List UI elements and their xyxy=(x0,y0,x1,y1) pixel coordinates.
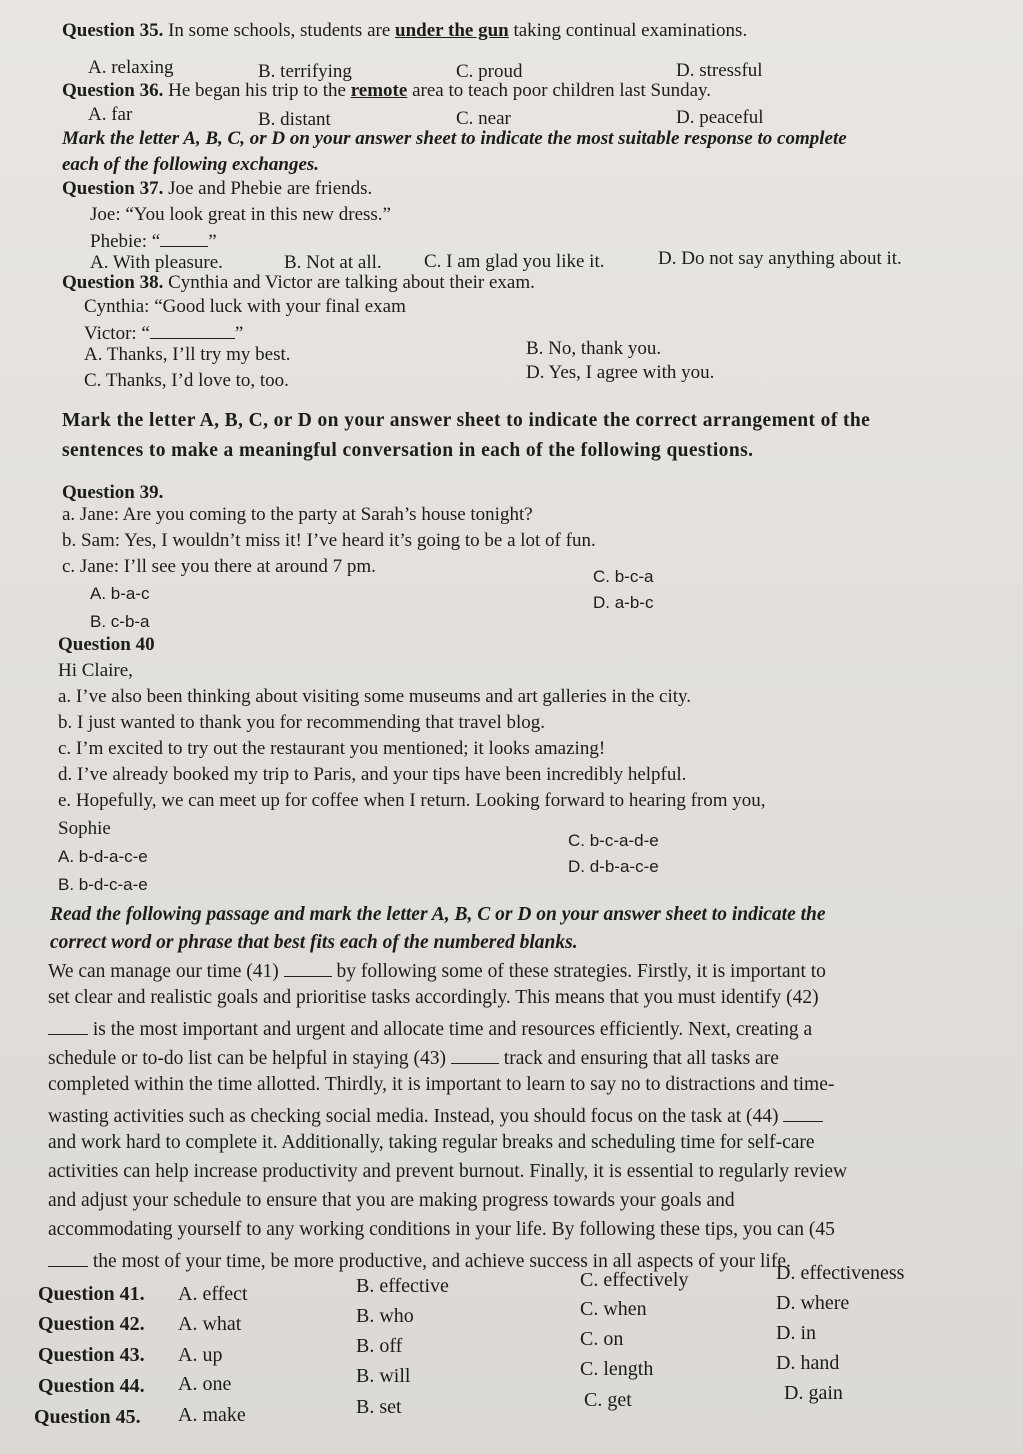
passage-line-10: accommodating yourself to any working conditions in your life. By following these tips, you can (45 xyxy=(48,1219,835,1240)
passage-line-4: schedule or to-do list can be helpful in staying (43) track and ensuring that all tasks are xyxy=(48,1045,779,1070)
question-39-line-c: c. Jane: I’ll see you there at around 7 pm. xyxy=(62,556,376,577)
question-44-option-c[interactable]: C. length xyxy=(580,1358,654,1380)
question-35-option-b[interactable]: B. terrifying xyxy=(258,61,352,82)
question-41-option-b[interactable]: B. effective xyxy=(356,1275,449,1297)
question-42-option-a[interactable]: A. what xyxy=(178,1313,242,1335)
question-37-option-c[interactable]: C. I am glad you like it. xyxy=(424,251,605,272)
question-43-option-b[interactable]: B. off xyxy=(356,1335,403,1357)
question-40-option-d[interactable]: D. d-b-a-c-e xyxy=(568,857,659,876)
question-43-label: Question 43. xyxy=(38,1344,145,1366)
passage-line-1: We can manage our time (41) by following some of these strategies. Firstly, it is important to xyxy=(48,958,826,983)
passage-line-11: the most of your time, be more productive, and achieve success in all aspects of your life. xyxy=(48,1248,791,1273)
question-40-line-e: e. Hopefully, we can meet up for coffee when I return. Looking forward to hearing from you, xyxy=(58,790,766,811)
question-41-option-a[interactable]: A. effect xyxy=(178,1283,248,1305)
question-39-option-d[interactable]: D. a-b-c xyxy=(593,593,654,612)
question-38-dialogue-victor: Victor: “ ” xyxy=(84,320,243,345)
question-40-option-b[interactable]: B. b-d-c-a-e xyxy=(58,875,148,894)
question-41-option-d[interactable]: D. effectiveness xyxy=(776,1262,905,1284)
question-39-line-a: a. Jane: Are you coming to the party at Sarah’s house tonight? xyxy=(62,504,533,525)
question-37-stem: Question 37. Joe and Phebie are friends. xyxy=(62,178,373,199)
instruction-exchanges-line2: each of the following exchanges. xyxy=(62,154,320,175)
passage-line-2: set clear and realistic goals and prioritise tasks accordingly. This means that you must identify (42) xyxy=(48,987,819,1008)
question-41-option-c[interactable]: C. effectively xyxy=(580,1269,689,1291)
question-38-label: Question 38. xyxy=(62,272,164,293)
question-38-option-a[interactable]: A. Thanks, I’ll try my best. xyxy=(84,344,291,365)
question-39-option-c[interactable]: C. b-c-a xyxy=(593,567,654,586)
passage-line-9: and adjust your schedule to ensure that you are making progress towards your goals and xyxy=(48,1190,735,1211)
passage-line-3: is the most important and urgent and allocate time and resources efficiently. Next, creating a xyxy=(48,1016,812,1041)
question-38-option-b[interactable]: B. No, thank you. xyxy=(526,338,662,359)
question-38-option-d[interactable]: D. Yes, I agree with you. xyxy=(526,362,715,383)
question-44-option-a[interactable]: A. one xyxy=(178,1373,232,1395)
question-40-line-b: b. I just wanted to thank you for recommending that travel blog. xyxy=(58,712,546,733)
question-40-line-d: d. I’ve already booked my trip to Paris, and your tips have been incredibly helpful. xyxy=(58,764,687,785)
question-36-label: Question 36. xyxy=(62,80,164,101)
question-37-option-a[interactable]: A. With pleasure. xyxy=(90,252,223,273)
instruction-passage-line1: Read the following passage and mark the letter A, B, C or D on your answer sheet to indicate the xyxy=(50,904,826,925)
question-36-option-c[interactable]: C. near xyxy=(456,108,511,129)
question-38-blank xyxy=(150,320,235,339)
question-39-label: Question 39. xyxy=(62,482,164,503)
question-36-stem: Question 36. He began his trip to the remote area to teach poor children last Sunday. xyxy=(62,80,712,101)
question-43-option-a[interactable]: A. up xyxy=(178,1344,223,1366)
question-35-option-d[interactable]: D. stressful xyxy=(676,60,763,81)
passage-line-6: wasting activities such as checking social media. Instead, you should focus on the task at (44) xyxy=(48,1103,823,1128)
question-40-line-c: c. I’m excited to try out the restaurant you mentioned; it looks amazing! xyxy=(58,738,606,759)
passage-line-8: activities can help increase productivity and prevent burnout. Finally, it is essential to regularly review xyxy=(48,1161,848,1182)
question-40-label: Question 40 xyxy=(58,634,155,655)
blank-42[interactable] xyxy=(48,1016,88,1035)
question-40-option-a[interactable]: A. b-d-a-c-e xyxy=(58,847,148,866)
instruction-exchanges-line1: Mark the letter A, B, C, or D on your answer sheet to indicate the most suitable response to complete xyxy=(62,128,847,149)
passage-line-5: completed within the time allotted. Thirdly, it is important to learn to say no to distractions and time- xyxy=(48,1074,835,1095)
question-39-option-a[interactable]: A. b-a-c xyxy=(90,584,150,603)
question-38-option-c[interactable]: C. Thanks, I’d love to, too. xyxy=(84,370,289,391)
question-40-greeting: Hi Claire, xyxy=(58,660,133,681)
question-45-option-a[interactable]: A. make xyxy=(178,1404,246,1426)
question-42-label: Question 42. xyxy=(38,1313,145,1335)
question-35-label: Question 35. xyxy=(62,20,164,41)
question-45-option-c[interactable]: C. get xyxy=(584,1389,632,1411)
question-45-label: Question 45. xyxy=(34,1406,141,1428)
question-35-underlined: under the gun xyxy=(395,20,509,41)
blank-45[interactable] xyxy=(48,1248,88,1267)
question-44-label: Question 44. xyxy=(38,1375,145,1397)
question-43-option-d[interactable]: D. in xyxy=(776,1322,816,1344)
question-37-label: Question 37. xyxy=(62,178,164,199)
question-40-line-a: a. I’ve also been thinking about visiting some museums and art galleries in the city. xyxy=(58,686,692,707)
question-44-option-b[interactable]: B. will xyxy=(356,1365,411,1387)
instruction-arrangement-line2: sentences to make a meaningful conversation in each of the following questions. xyxy=(62,440,754,461)
question-40-option-c[interactable]: C. b-c-a-d-e xyxy=(568,831,659,850)
question-35-option-a[interactable]: A. relaxing xyxy=(88,57,174,78)
passage-line-7: and work hard to complete it. Additionally, taking regular breaks and scheduling time for self-care xyxy=(48,1132,815,1153)
question-44-option-d[interactable]: D. hand xyxy=(776,1352,840,1374)
question-41-label: Question 41. xyxy=(38,1283,145,1305)
blank-41[interactable] xyxy=(284,958,332,977)
question-35-option-c[interactable]: C. proud xyxy=(456,61,523,82)
question-37-dialogue-phebie: Phebie: “ ” xyxy=(90,228,217,253)
blank-43[interactable] xyxy=(451,1045,499,1064)
question-37-option-b[interactable]: B. Not at all. xyxy=(284,252,382,273)
question-38-stem: Question 38. Cynthia and Victor are talking about their exam. xyxy=(62,272,535,293)
question-36-option-d[interactable]: D. peaceful xyxy=(676,107,764,128)
question-37-blank xyxy=(160,228,208,247)
question-42-option-c[interactable]: C. when xyxy=(580,1298,647,1320)
question-37-dialogue-joe: Joe: “You look great in this new dress.” xyxy=(90,204,391,225)
question-43-option-c[interactable]: C. on xyxy=(580,1328,624,1350)
question-36-option-b[interactable]: B. distant xyxy=(258,109,331,130)
question-39-option-b[interactable]: B. c-b-a xyxy=(90,612,150,631)
question-45-option-b[interactable]: B. set xyxy=(356,1396,402,1418)
question-45-option-d[interactable]: D. gain xyxy=(784,1382,843,1404)
question-40-signature: Sophie xyxy=(58,818,111,839)
question-42-option-d[interactable]: D. where xyxy=(776,1292,850,1314)
question-36-option-a[interactable]: A. far xyxy=(88,104,133,125)
instruction-arrangement-line1: Mark the letter A, B, C, or D on your answer sheet to indicate the correct arrangement of the xyxy=(62,410,871,431)
question-39-line-b: b. Sam: Yes, I wouldn’t miss it! I’ve heard it’s going to be a lot of fun. xyxy=(62,530,596,551)
question-35-stem: Question 35. In some schools, students are under the gun taking continual examinations. xyxy=(62,20,748,41)
question-38-dialogue-cynthia: Cynthia: “Good luck with your final exam xyxy=(84,296,406,317)
instruction-passage-line2: correct word or phrase that best fits each of the numbered blanks. xyxy=(50,932,578,953)
blank-44[interactable] xyxy=(783,1103,823,1122)
question-36-underlined: remote xyxy=(350,80,408,101)
question-37-option-d[interactable]: D. Do not say anything about it. xyxy=(658,248,902,269)
question-42-option-b[interactable]: B. who xyxy=(356,1305,414,1327)
